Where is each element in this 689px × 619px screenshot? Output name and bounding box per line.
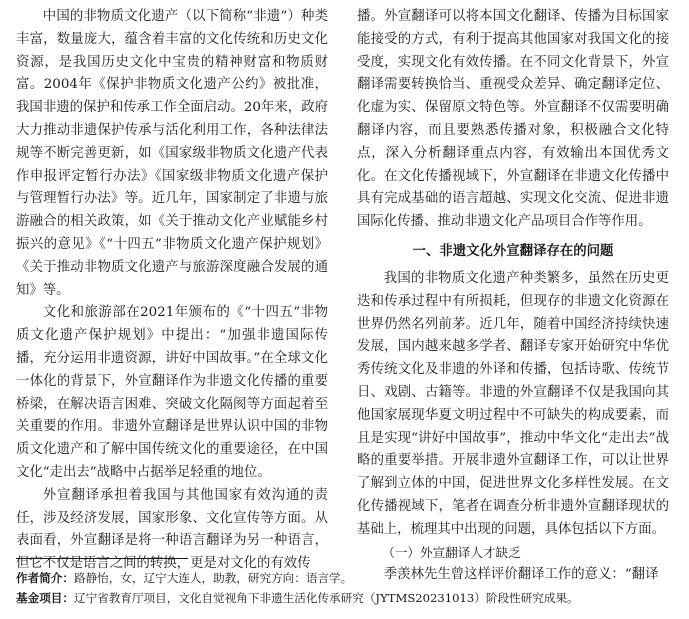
fund-label: 基金项目： [16, 591, 74, 605]
paragraph-translation: 外宣翻译承担着我国与其他国家有效沟通的责任，涉及经济发展，国家形象、文化宣传等方面。从表面看，外宣翻译是将一种语言翻译为另一种语言，但它不仅是语言之间的转换，更是对文化的有效传 [16, 487, 328, 572]
paragraph-problems: 我国的非物质文化遗产种类繁多，虽然在历史更迭和传承过程中有所损耗，但现存的非遗文化资源在世界仍然名列前茅。近几年，随着中国经济持续快速发展，国内越来越多学者、翻译专家开始研究中华优秀传统文化及非遗的外译和传播，包括诗歌、传统节日、戏剧、古籍等。非遗的外宣翻译不仅是我国向其他国家展现华夏文明过程中不可缺失的构成要素，而且是实现“讲好中国故事”，推动中华文化“走出去”战略的重要举措。开展非遗外宣翻译工作，可以让世界了解到立体的中国，促进世界文化多样性发展。在文化传播视域下，笔者在调查分析非遗外宣翻译现状的基础上，梳理其中出现的问题，具体包括以下方面。 [357, 270, 669, 537]
paragraph-plan: 文化和旅游部在2021年颁布的《“十四五”非物质文化遗产保护规划》中提出：“加强非遗国际传播，充分运用非遗资源，讲好中国故事。”在全球文化一体化的背景下，外宣翻译作为非遗文化传播的重要桥梁，在解决语言困难、突破文化隔阂等方面起着至关重要的作用。非遗外宣翻译是世界认识中国的非物质文化遗产和了解中国传统文化的重要途径，在中国文化“走出去”战略中占据举足轻重的地位。 [16, 305, 328, 480]
left-column [16, 6, 328, 576]
author-text: 路静怡，女，辽宁大连人，助教，研究方向：语言学。 [73, 571, 353, 585]
paragraph-quote: 季羡林先生曾这样评价翻译工作的意义：“翻译 [383, 567, 659, 583]
fund-note [16, 588, 676, 608]
right-column [357, 6, 669, 587]
section-heading: 一、非遗文化外宣翻译存在的问题 [412, 243, 614, 259]
paragraph-intro: 中国的非物质文化遗产（以下简称“非遗”）种类丰富，数量庞大，蕴含着丰富的文化传统和历史文化资源，是我国历史文化中宝贵的精神财富和物质财富。2004年《保护非物质文化遗产公约》被批准，我国非遗的保护和传承工作全面启动。20年来，政府大力推动非遗保护传承与活化利用工作，各种法律法规等不断完善更新，如《国家级非物质文化遗产代表作申报评定暂行办法》《国家级非物质文化遗产保护与管理暂行办法》等。近几年，国家制定了非遗与旅游融合的相关政策，如《关于推动文化产业赋能乡村振兴的意见》《“十四五”非物质文化遗产保护规划》《关于推动非物质文化遗产与旅游深度融合发展的通知》等。 [16, 9, 328, 298]
fund-text: 辽宁省教育厅项目，文化自觉视角下非遗生活化传承研究（JYTMS20231013）阶段性研究成果。 [73, 591, 579, 605]
author-note [16, 568, 676, 588]
footnotes [16, 568, 676, 608]
footnote-divider [16, 558, 188, 559]
paragraph-continuation: 播。外宣翻译可以将本国文化翻译、传播为目标国家能接受的方式，有利于提高其他国家对我国文化的接受度，实现文化有效传播。在不同文化背景下，外宣翻译需要转换恰当、重视受众差异、确定翻译定位、化虚为实、保留原文特色等。外宣翻译不仅需要明确翻译内容，而且要熟悉传播对象，积极融合文化特点，深入分析翻译重点内容，有效输出本国优秀文化。在文化传播视域下，外宣翻译在非遗文化传播中具有完成基础的语言超越、实现文化交流、促进非遗国际化传播、推动非遗文化产品项目合作等作用。 [357, 9, 669, 230]
subsection-heading: （一）外宣翻译人才缺乏 [382, 544, 521, 560]
author-label: 作者简介： [16, 571, 74, 585]
